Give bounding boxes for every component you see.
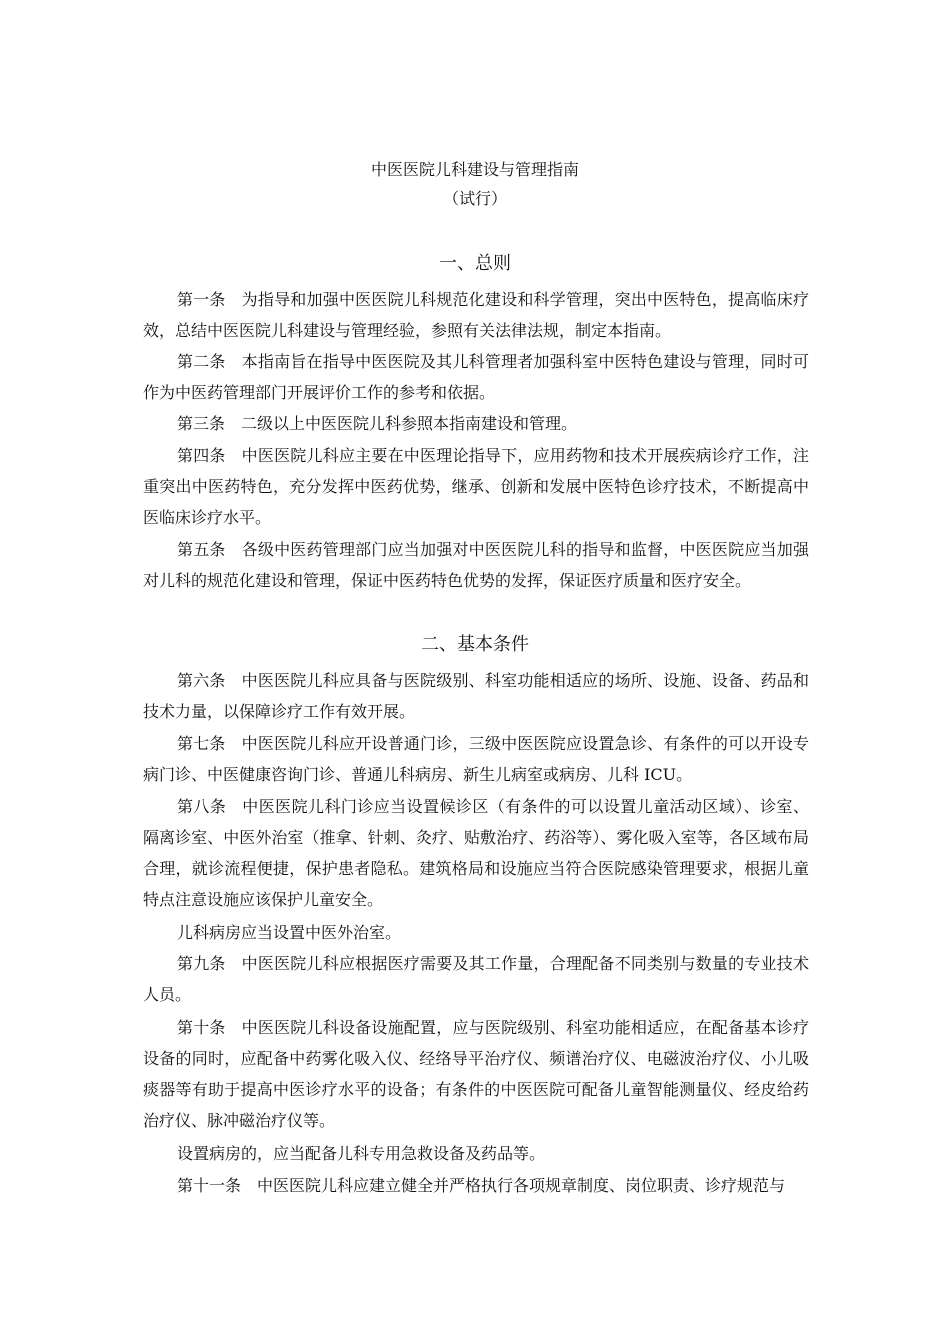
article-number: 第五条	[177, 540, 226, 559]
article-paragraph	[143, 1170, 809, 1201]
article-text: 中医医院儿科应具备与医院级别、科室功能相适应的场所、设施、设备、药品和技术力量，以保障诊疗工作有效开展。	[143, 671, 809, 721]
article-number: 第一条	[177, 290, 226, 309]
article-text: 本指南旨在指导中医医院及其儿科管理者加强科室中医特色建设与管理，同时可作为中医药管理部门开展评价工作的参考和依据。	[143, 352, 809, 402]
article-paragraph	[143, 346, 809, 408]
article-paragraph	[143, 408, 809, 439]
article-text: 中医医院儿科应主要在中医理论指导下，应用药物和技术开展疾病诊疗工作，注重突出中医药特色，充分发挥中医药优势，继承、创新和发展中医特色诊疗技术，不断提高中医临床诊疗水平。	[143, 446, 809, 527]
article-number: 第九条	[177, 954, 226, 973]
article-number: 第二条	[177, 352, 226, 371]
article-paragraph	[143, 1138, 809, 1169]
article-number: 第八条	[177, 797, 227, 816]
article-paragraph	[143, 948, 809, 1010]
article-number: 第七条	[177, 734, 226, 753]
article-text: 中医医院儿科应开设普通门诊，三级中医医院应设置急诊、有条件的可以开设专病门诊、中医健康咨询门诊、普通儿科病房、新生儿病室或病房、儿科 ICU。	[143, 734, 809, 784]
article-paragraph	[143, 1012, 809, 1136]
article-paragraph	[143, 728, 809, 790]
article-text: 二级以上中医医院儿科参照本指南建设和管理。	[241, 414, 578, 433]
article-text: 中医医院儿科设备设施配置，应与医院级别、科室功能相适应，在配备基本诊疗设备的同时，应配备中药雾化吸入仪、经络导平治疗仪、频谱治疗仪、电磁波治疗仪、小儿吸痰器等有助于提高中医诊疗水平的设备；有条件的中医医院可配备儿童智能测量仪、经皮给药治疗仪、脉冲磁治疗仪等。	[143, 1018, 809, 1130]
article-paragraph	[143, 665, 809, 727]
article-text: 儿科病房应当设置中医外治室。	[177, 923, 402, 942]
article-number: 第六条	[177, 671, 226, 690]
article-paragraph	[143, 440, 809, 533]
section-heading-basic-conditions: 二、基本条件	[421, 634, 529, 655]
article-text: 中医医院儿科应建立健全并严格执行各项规章制度、岗位职责、诊疗规范与	[257, 1176, 786, 1195]
article-paragraph	[143, 917, 809, 948]
article-text: 为指导和加强中医医院儿科规范化建设和科学管理，突出中医特色，提高临床疗效，总结中医医院儿科建设与管理经验，参照有关法律法规，制定本指南。	[143, 290, 809, 340]
article-paragraph	[143, 534, 809, 596]
document-subtitle: （试行）	[442, 189, 507, 208]
article-number: 第三条	[177, 414, 226, 433]
document-title: 中医医院儿科建设与管理指南	[370, 160, 579, 179]
article-text: 中医医院儿科应根据医疗需要及其工作量，合理配备不同类别与数量的专业技术人员。	[143, 954, 809, 1004]
article-number: 第四条	[177, 446, 226, 465]
article-number: 第十一条	[177, 1176, 242, 1195]
article-paragraph	[143, 284, 809, 346]
section-heading-general: 一、总则	[439, 253, 511, 274]
article-number: 第十条	[177, 1018, 226, 1037]
article-text: 各级中医药管理部门应当加强对中医医院儿科的指导和监督，中医医院应当加强对儿科的规范化建设和管理，保证中医药特色优势的发挥，保证医疗质量和医疗安全。	[143, 540, 809, 590]
article-text: 中医医院儿科门诊应当设置候诊区（有条件的可以设置儿童活动区域）、诊室、隔离诊室、中医外治室（推拿、针刺、灸疗、贴敷治疗、药浴等）、雾化吸入室等，各区域布局合理，就诊流程便捷，保护患者隐私。建筑格局和设施应当符合医院感染管理要求，根据儿童特点注意设施应该保护儿童安全。	[143, 797, 809, 909]
article-text: 设置病房的，应当配备儿科专用急救设备及药品等。	[177, 1144, 546, 1163]
article-paragraph	[143, 791, 809, 915]
